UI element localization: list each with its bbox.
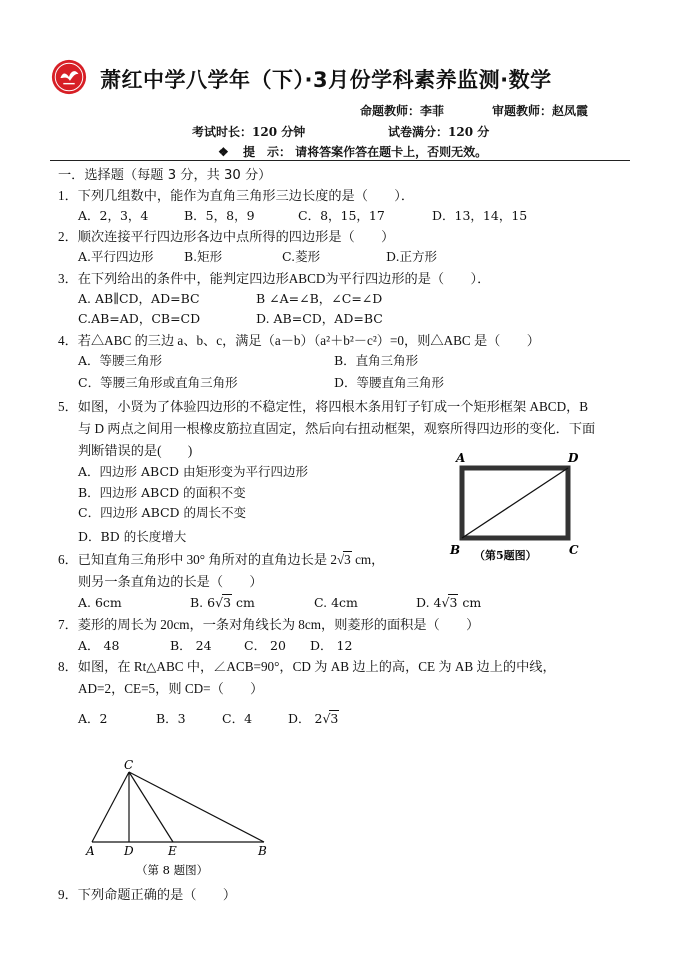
notice-label: 提 示： [242, 145, 291, 159]
q7-stem: 7．菱形的周长为 20cm，一条对角线长为 8cm，则菱形的面积是（ ） [58, 617, 480, 632]
full-score-label: 试卷满分：120 分 [388, 125, 490, 139]
header-divider [50, 160, 630, 161]
duration-label: 考试时长：120 分钟 [192, 125, 306, 139]
q4-option-b: B．直角三角形 [334, 353, 419, 368]
q5-option-d: D．BD 的长度增大 [78, 529, 187, 544]
q8-segment-cb [129, 772, 264, 842]
q5-label-a: A [456, 451, 466, 465]
section-title: 一．选择题（每题 3 分，共 30 分） [58, 168, 272, 183]
q5-option-b: B．四边形 ABCD 的面积不变 [78, 485, 246, 500]
q8-label-e: E [168, 844, 177, 858]
q5-label-d: D [568, 451, 579, 465]
q6-option-d-radicand: 3 [449, 595, 458, 610]
q8-option-c: C．4 [222, 711, 253, 726]
q8-label-a: A [86, 844, 95, 858]
q7-option-b: B． 24 [170, 638, 212, 653]
q3-option-d: D. AB=CD，AD=BC [256, 311, 383, 326]
q6-option-b-unit: cm [232, 595, 255, 610]
q8-segment-ce [129, 772, 173, 842]
q5-diagonal-bd [462, 468, 568, 538]
q1-option-a: A．2，3，4 [78, 208, 149, 223]
q4-stem: 4．若△ABC 的三边 a、b、c，满足（a－b）（a²＋b²－c²）=0，则△ABC 是（ ） [58, 333, 540, 348]
author-label: 命题教师：李菲 [360, 104, 445, 118]
q5-option-a: A．四边形 ABCD 由矩形变为平行四边形 [78, 464, 309, 479]
q1-option-c: C．8，15，17 [298, 208, 385, 223]
q5-label-c: C [569, 543, 579, 557]
q6-stem-line2: 则另一条直角边的长是（ ） [78, 574, 263, 589]
q2-option-a: A.平行四边形 [78, 249, 154, 264]
q2-option-d: D.正方形 [386, 249, 438, 264]
notice-diamond-icon: ❖ [218, 145, 229, 159]
q5-figure-caption: （第5题图） [474, 549, 537, 562]
exam-title: 萧红中学八学年（下）·3月份学科素养监测·数学 [100, 68, 552, 92]
q2-stem: 2．顺次连接平行四边形各边中点所得的四边形是（ ） [58, 229, 395, 244]
q5-stem-line1: 5．如图，小贤为了体验四边形的不稳定性，将四根木条用钉子钉成一个矩形框架 ABCD，B [58, 399, 589, 414]
q6-option-b-sqrt: √3 [215, 595, 232, 610]
q6-option-d [416, 595, 481, 610]
q8-option-b: B．3 [156, 711, 186, 726]
q8-label-b: B [258, 844, 267, 858]
q8-option-a: A．2 [78, 711, 108, 726]
q6-stem [58, 549, 384, 568]
q9-stem: 9．下列命题正确的是（ ） [58, 887, 237, 902]
notice-text: 请将答案作答在题卡上，否则无效。 [295, 145, 488, 159]
q6-option-b [190, 595, 255, 610]
q3-option-a: A. AB∥CD，AD=BC [78, 291, 200, 306]
q4-option-d: D．等腰直角三角形 [334, 375, 445, 390]
school-logo [50, 58, 88, 96]
q2-option-c: C.菱形 [282, 249, 321, 264]
q8-figure-caption: （第 8 题图） [136, 863, 209, 877]
q8-stem-line2: AD=2，CE=5，则 CD=（ ） [78, 681, 264, 696]
q5-label-b: B [450, 543, 461, 557]
q3-stem: 3．在下列给出的条件中，能判定四边形ABCD为平行四边形的是（ ）． [58, 271, 491, 286]
q6-option-d-text: D. 4 [416, 595, 442, 610]
q5-figure [448, 448, 598, 566]
q8-option-d-text: D． 2 [288, 711, 323, 726]
q6-option-c: C. 4cm [314, 595, 358, 610]
q8-option-d-radicand: 3 [330, 711, 339, 726]
q7-option-a: A． 48 [78, 638, 120, 653]
q7-option-d: D． 12 [310, 638, 353, 653]
notice-line [218, 143, 487, 160]
q8-segment-ac [92, 772, 129, 842]
q4-option-a: A．等腰三角形 [78, 353, 163, 368]
q6-option-b-radicand: 3 [223, 595, 232, 610]
q8-option-d-sqrt: √3 [322, 711, 339, 726]
q6-option-d-unit: cm [458, 595, 482, 610]
q6-stem-text: 6．已知直角三角形中 30° 角所对的直角边长是 2 [58, 552, 337, 567]
q5-stem-line2: 与 D 两点之间用一根橡皮筋拉直固定，然后向右扭动框架，观察所得四边形的变化．下面 [78, 421, 596, 436]
q6-option-b-text: B. 6 [190, 595, 216, 610]
q6-stem-unit: cm， [351, 552, 385, 567]
q5-option-c: C．四边形 ABCD 的周长不变 [78, 505, 247, 520]
q1-option-d: D．13，14，15 [432, 208, 528, 223]
q6-sqrt: √3 [336, 552, 351, 567]
q8-stem-line1: 8．如图，在 Rt△ABC 中，∠ACB=90°，CD 为 AB 边上的高，CE 为 AB 边上的中线， [58, 659, 556, 674]
q5-stem-line3: 判断错误的是( ) [78, 443, 193, 458]
q7-option-c: C． 20 [244, 638, 286, 653]
q6-option-a: A. 6cm [78, 595, 122, 610]
q4-option-c: C．等腰三角形或直角三角形 [78, 375, 238, 390]
q2-option-b: B.矩形 [184, 249, 223, 264]
reviewer-label: 审题教师：赵凤霞 [492, 104, 589, 118]
q3-option-b: B ∠A=∠B，∠C=∠D [256, 291, 383, 306]
q8-figure [80, 755, 280, 880]
q3-option-c: C.AB=AD，CB=CD [78, 311, 201, 326]
q6-option-d-sqrt: √3 [441, 595, 458, 610]
q6-radicand: 3 [344, 552, 351, 567]
q1-stem: 1．下列几组数中，能作为直角三角形三边长度的是（ ）． [58, 188, 415, 203]
q1-option-b: B．5，8，9 [184, 208, 255, 223]
q8-option-d [288, 709, 339, 727]
q8-label-c: C [124, 758, 134, 772]
q8-label-d: D [124, 844, 134, 858]
